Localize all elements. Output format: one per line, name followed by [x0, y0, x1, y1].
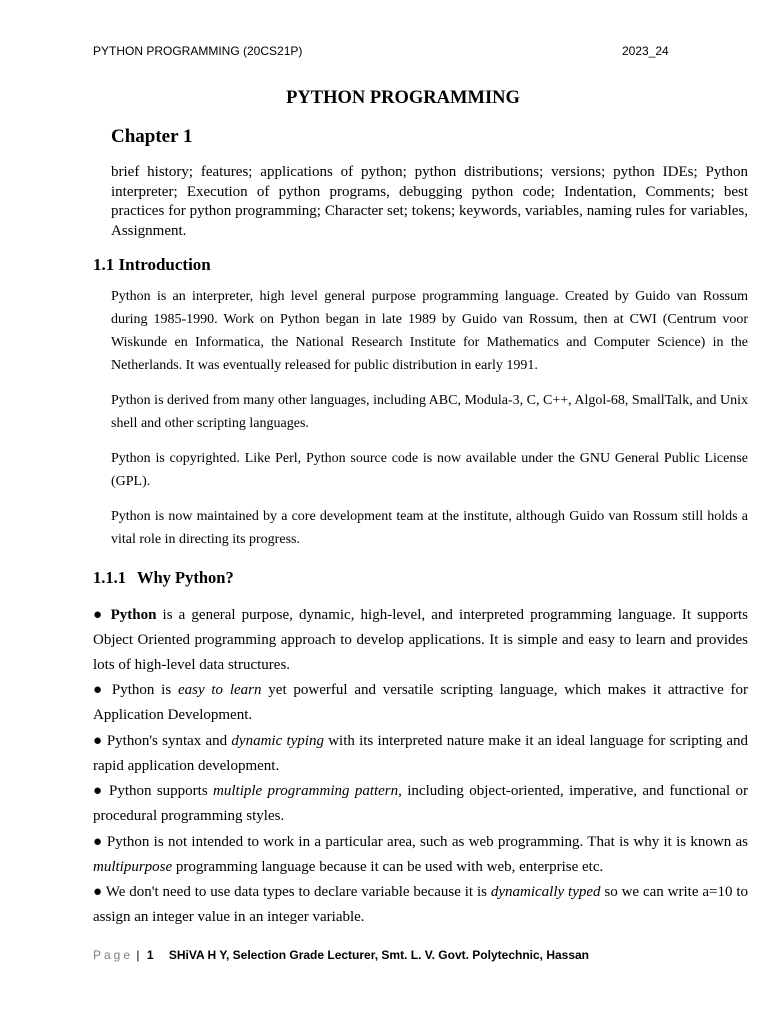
bullet-text: yet powerful and versatile scripting language, which makes it attractive for Application Development. [93, 682, 749, 723]
bullet-text: with its interpreted nature make it an ideal language for scripting and rapid application development. [93, 733, 749, 774]
bullet-icon: ● [93, 783, 104, 799]
section-heading-why-python [93, 568, 234, 588]
section-number: 1.1.1 [93, 568, 126, 587]
bullet-item [93, 678, 748, 728]
page-number: 1 [146, 948, 154, 962]
footer-author: SHiVA H Y, Selection Grade Lecturer, Smt. L. V. Govt. Polytechnic, Hassan [168, 948, 590, 962]
bullet-text: is a general purpose, dynamic, high-level, and interpreted programming language. It supports Object Oriented programming approach to develop applications. It is simple and easy to learn and provides lots of high-level data structures. [93, 607, 749, 673]
document-title: PYTHON PROGRAMMING [286, 88, 520, 108]
bullet-bold-text: Python [110, 607, 157, 623]
bullet-text: programming language because it can be used with web, enterprise etc. [172, 859, 604, 875]
intro-paragraph: Python is now maintained by a core development team at the institute, although Guido van Rossum still holds a vital role in directing its progress. [111, 509, 748, 547]
bullet-text: , including object-oriented, imperative, and functional or procedural programming styles. [93, 783, 748, 824]
bullet-text: Python supports [109, 783, 214, 799]
chapter-description: brief history; features; applications of python; python distributions; versions; python IDEs; Python interpreter; Execution of python programs, debugging python code; Indentation, Comments; best practices for python programming; Character set; tokens; keywords, variables, naming rules for variables, Assignment. [111, 164, 748, 239]
bullet-icon: ● [93, 682, 106, 698]
bullet-icon: ● [93, 607, 105, 623]
section-heading-introduction: 1.1 Introduction [93, 255, 211, 274]
bullet-italic-text: easy to learn [177, 682, 262, 698]
footer-separator: | [136, 948, 140, 962]
bullet-item [93, 880, 748, 930]
intro-paragraph: Python is an interpreter, high level general purpose programming language. Created by Guido van Rossum during 1985-1990. Work on Python began in late 1989 by Guido van Rossum, then at CWI (Centrum voor Wiskunde en Informatica, the National Research Institute for Mathematics and Computer Science) in the Netherlands. It was eventually released for public distribution in early 1991. [111, 289, 748, 373]
bullet-item [93, 830, 748, 880]
page-header-right: 2023_24 [622, 44, 669, 58]
intro-paragraph: Python is derived from many other languages, including ABC, Modula-3, C, C++, Algol-68, SmallTalk, and Unix shell and other scripting languages. [111, 393, 748, 431]
bullet-item [93, 729, 748, 779]
page-label: Page [93, 948, 134, 962]
bullet-italic-text: multipurpose [93, 859, 173, 875]
intro-paragraph: Python is copyrighted. Like Perl, Python source code is now available under the GNU General Public License (GPL). [111, 451, 748, 489]
bullet-text: We don't need to use data types to declare variable because it is [105, 884, 491, 900]
bullet-text: Python's syntax and [106, 733, 232, 749]
page-header-left: PYTHON PROGRAMMING (20CS21P) [93, 44, 303, 58]
page-footer [93, 948, 589, 962]
bullet-text: Python is [111, 682, 178, 698]
bullet-italic-text: dynamically typed [490, 884, 601, 900]
section-title: Why Python? [137, 568, 234, 587]
chapter-heading: Chapter 1 [111, 126, 193, 147]
bullet-text: Python is not intended to work in a particular area, such as web programming. That is why it is known as [106, 834, 748, 850]
bullet-icon: ● [93, 733, 103, 749]
bullet-icon: ● [93, 834, 103, 850]
bullet-text: so we can write a=10 to assign an integer value in an integer variable. [93, 884, 749, 925]
bullet-item [93, 779, 748, 829]
bullet-italic-text: multiple programming pattern [213, 783, 399, 799]
bullet-italic-text: dynamic typing [231, 733, 324, 749]
bullet-item [93, 603, 748, 678]
bullet-icon: ● [93, 884, 103, 900]
